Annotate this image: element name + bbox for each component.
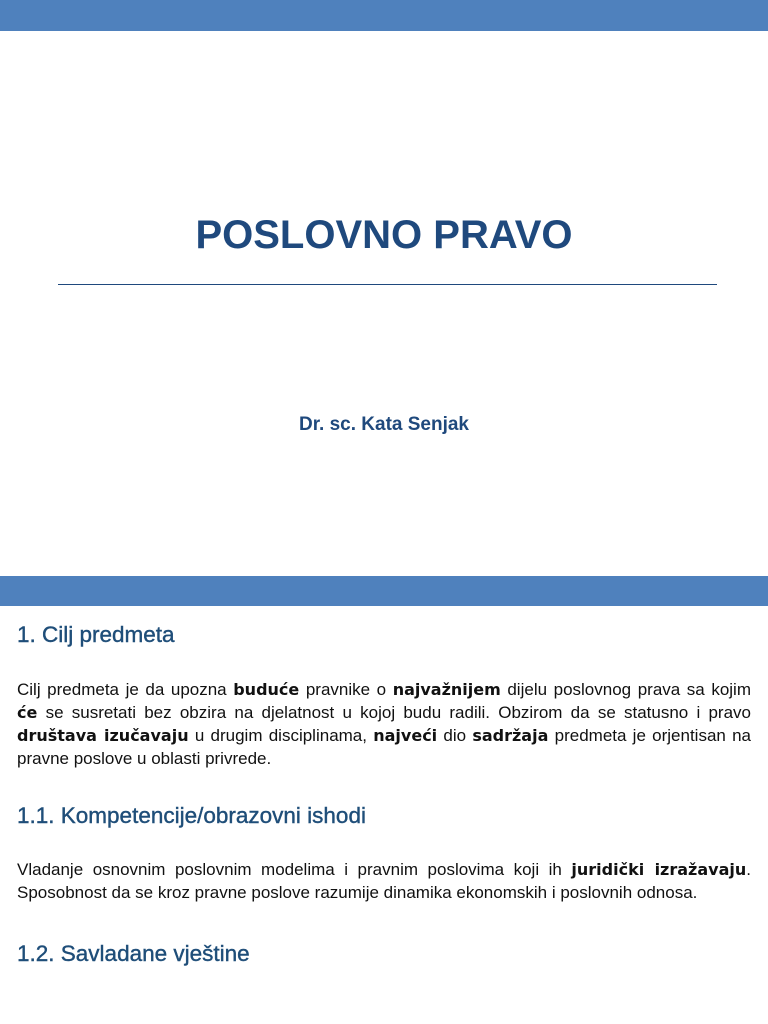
title-divider bbox=[58, 284, 717, 285]
section-heading-cilj-predmeta: 1. Cilj predmeta bbox=[17, 622, 175, 647]
cover-title: POSLOVNO PRAVO bbox=[195, 213, 573, 257]
bold-text-run: sadržaja bbox=[472, 726, 549, 745]
section-heading-vjestine: 1.2. Savladane vještine bbox=[17, 941, 250, 966]
page-content bbox=[17, 606, 751, 967]
bold-text-run: buduće bbox=[233, 680, 300, 699]
bold-text-run: će bbox=[17, 703, 38, 722]
section-paragraph-cilj-predmeta bbox=[17, 678, 751, 770]
bold-text-run: najveći bbox=[373, 726, 438, 745]
section-heading-kompetencije: 1.1. Kompetencije/obrazovni ishodi bbox=[17, 803, 366, 828]
text-run: Vladanje osnovnim poslovnim modelima i pravnim poslovima koji ih bbox=[17, 860, 572, 879]
text-run: pravnike o bbox=[299, 680, 393, 699]
text-run: Cilj predmeta je da upozna bbox=[17, 680, 234, 699]
bold-text-run: društava izučavaju bbox=[17, 726, 189, 745]
text-run: dijelu poslovnog prava sa kojim bbox=[500, 680, 751, 699]
cover-author: Dr. sc. Kata Senjak bbox=[298, 414, 470, 435]
text-run: u drugim disciplinama, bbox=[188, 726, 374, 745]
bold-text-run: najvažnijem bbox=[392, 680, 501, 699]
section-color-band bbox=[0, 576, 768, 606]
bold-text-run: juridički izražavaju bbox=[571, 860, 747, 879]
text-run: dio bbox=[437, 726, 473, 745]
text-run: . Sposobnost da se kroz pravne poslove razumije dinamika ekonomskih i poslovnih odnosa. bbox=[17, 860, 752, 902]
section-paragraph-kompetencije bbox=[17, 858, 751, 904]
text-run: predmeta je orjentisan na pravne poslove u oblasti privrede. bbox=[17, 726, 752, 768]
text-run: se susretati bez obzira na djelatnost u kojoj budu radili. Obzirom da se statusno i pravo bbox=[37, 703, 751, 722]
top-color-band bbox=[0, 0, 768, 31]
